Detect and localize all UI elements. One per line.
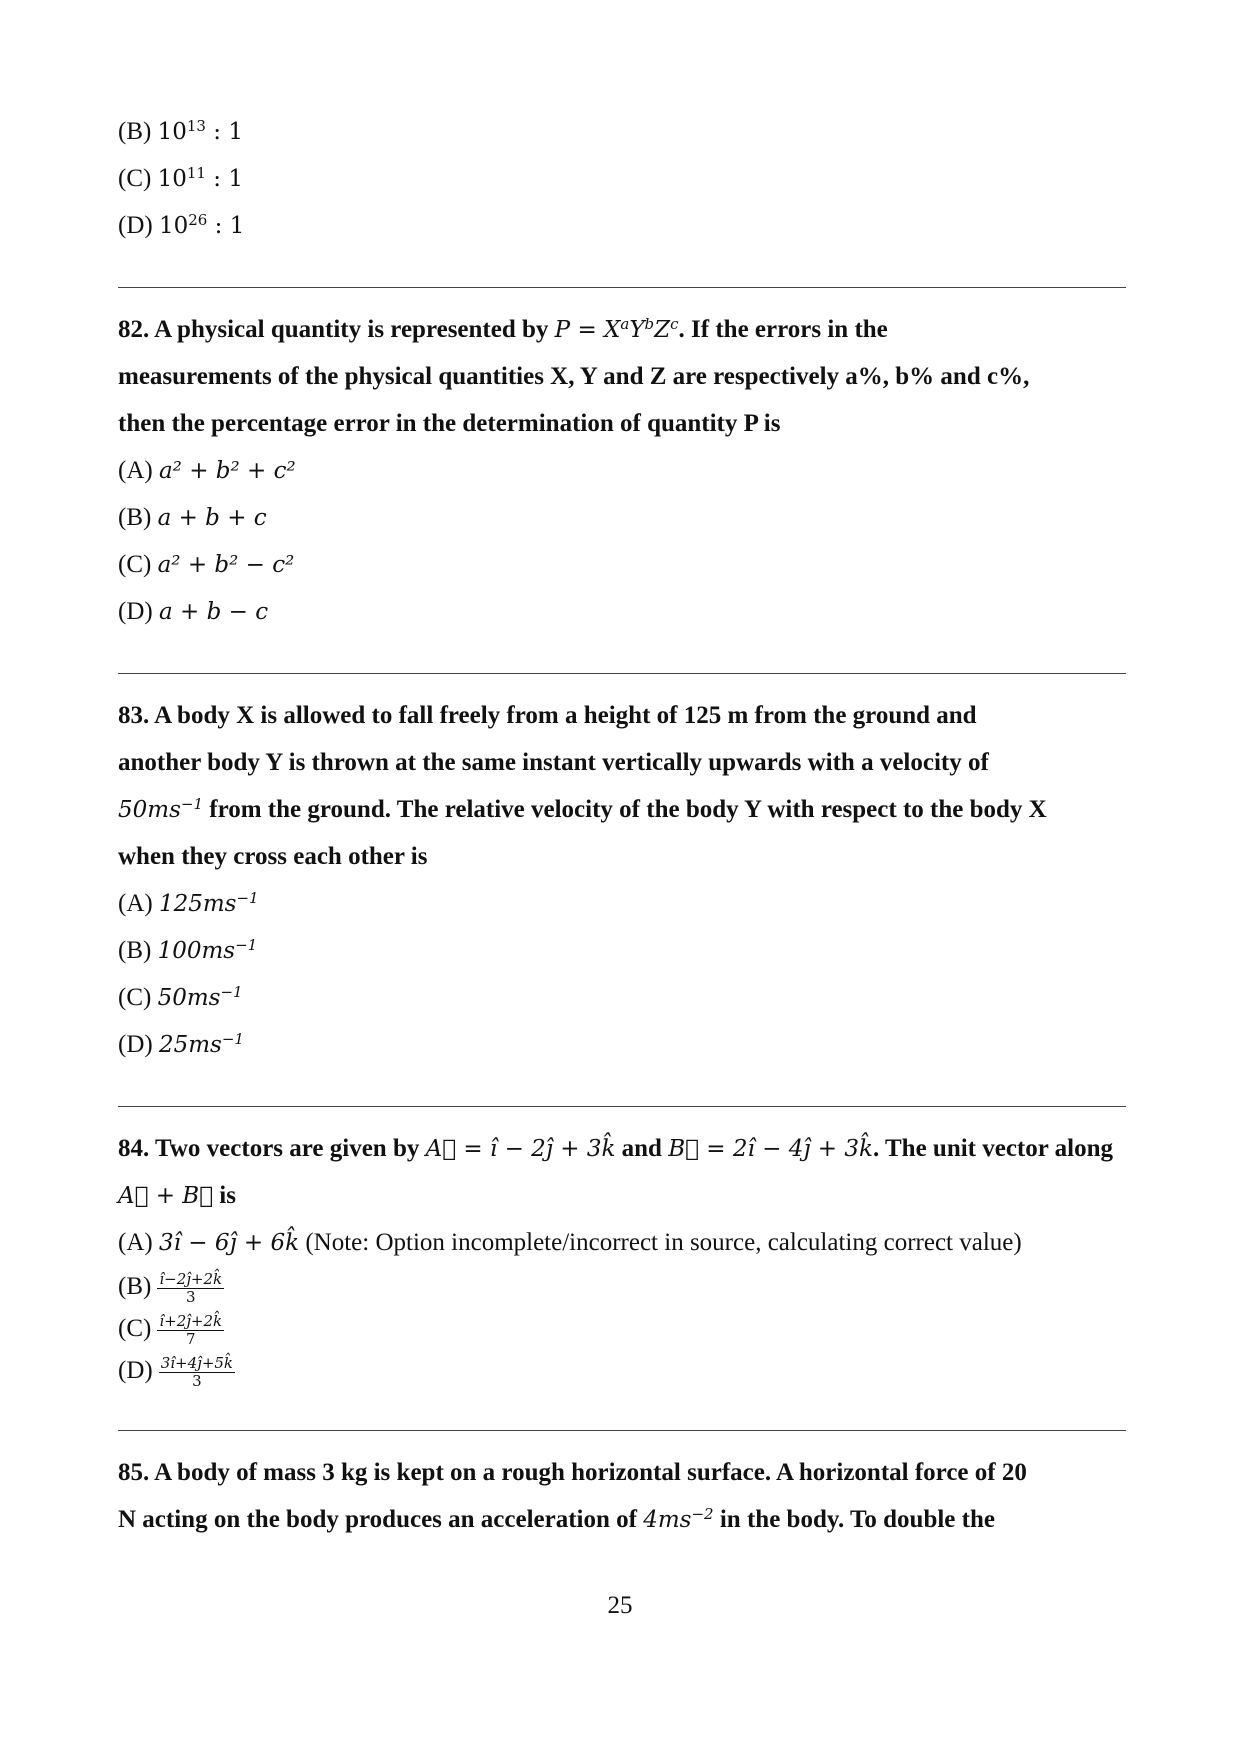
option-d: (D) $10^{26}$ : 1 xyxy=(118,210,245,239)
question-85 xyxy=(118,1449,1126,1543)
option-d: (D) a + b − c xyxy=(118,598,269,625)
option-c: (C) $\frac{î+2ĵ+2k̂}{7}$ xyxy=(118,1311,223,1348)
option-a: (A) 3î − 6ĵ + 6k̂ (Note: Option incomplete/incorrect in source, calculating correct value) xyxy=(118,1229,1022,1256)
option-b: (B) a + b + c xyxy=(118,504,267,531)
q81-options-tail xyxy=(118,108,1126,249)
question-text: then the percentage error in the determination of quantity P is xyxy=(118,410,781,437)
question-text: A⃗ + B⃗ is xyxy=(118,1182,236,1209)
option-c: (C) a² + b² − c² xyxy=(118,551,295,578)
fraction: $\frac{î+2ĵ+2k̂}{7}$ xyxy=(159,1311,223,1348)
option-b: (B) $100ms^{-1}$ xyxy=(118,935,258,964)
question-text: another body Y is thrown at the same instant vertically upwards with a velocity of xyxy=(118,749,989,776)
question-text: 84. Two vectors are given by A⃗ = î − 2ĵ + 3k̂ and B⃗ = 2î − 4ĵ + 3k̂. The unit vector along xyxy=(118,1135,1114,1162)
option-b: (B) $\frac{î-2ĵ+2k̂}{3}$ xyxy=(118,1269,223,1306)
question-text: 85. A body of mass 3 kg is kept on a rough horizontal surface. A horizontal force of 20 xyxy=(118,1459,1027,1486)
option-a: (A) $125ms^{-1}$ xyxy=(118,888,259,917)
question-82 xyxy=(118,306,1126,635)
question-83 xyxy=(118,692,1126,1068)
option-c: (C) $50ms^{-1}$ xyxy=(118,982,243,1011)
page-content xyxy=(118,108,1126,1543)
question-text: measurements of the physical quantities X, Y and Z are respectively a%, b% and c%, xyxy=(118,363,1030,390)
option-c: (C) $10^{11}$ : 1 xyxy=(118,163,243,192)
question-84 xyxy=(118,1125,1126,1392)
question-text: when they cross each other is xyxy=(118,843,428,870)
option-d: (D) $25ms^{-1}$ xyxy=(118,1029,244,1058)
question-text: $50ms^{-1}$ from the ground. The relative velocity of the body Y with respect to the body X xyxy=(118,794,1047,823)
option-b: (B) $10^{13}$ : 1 xyxy=(118,116,243,145)
question-text: 83. A body X is allowed to fall freely from a height of 125 m from the ground and xyxy=(118,702,977,729)
option-d: (D) $\frac{3î+4ĵ+5k̂}{3}$ xyxy=(118,1353,234,1390)
fraction: $\frac{î-2ĵ+2k̂}{3}$ xyxy=(159,1269,223,1306)
option-a: (A) a² + b² + c² xyxy=(118,457,296,484)
question-text: 82. A physical quantity is represented by $P = X^aY^bZ^c$. If the errors in the xyxy=(118,314,888,343)
page-number: 25 xyxy=(607,1592,633,1619)
fraction: $\frac{3î+4ĵ+5k̂}{3}$ xyxy=(160,1353,234,1390)
question-text: N acting on the body produces an acceleration of $4ms^{-2}$ in the body. To double the xyxy=(118,1504,995,1533)
